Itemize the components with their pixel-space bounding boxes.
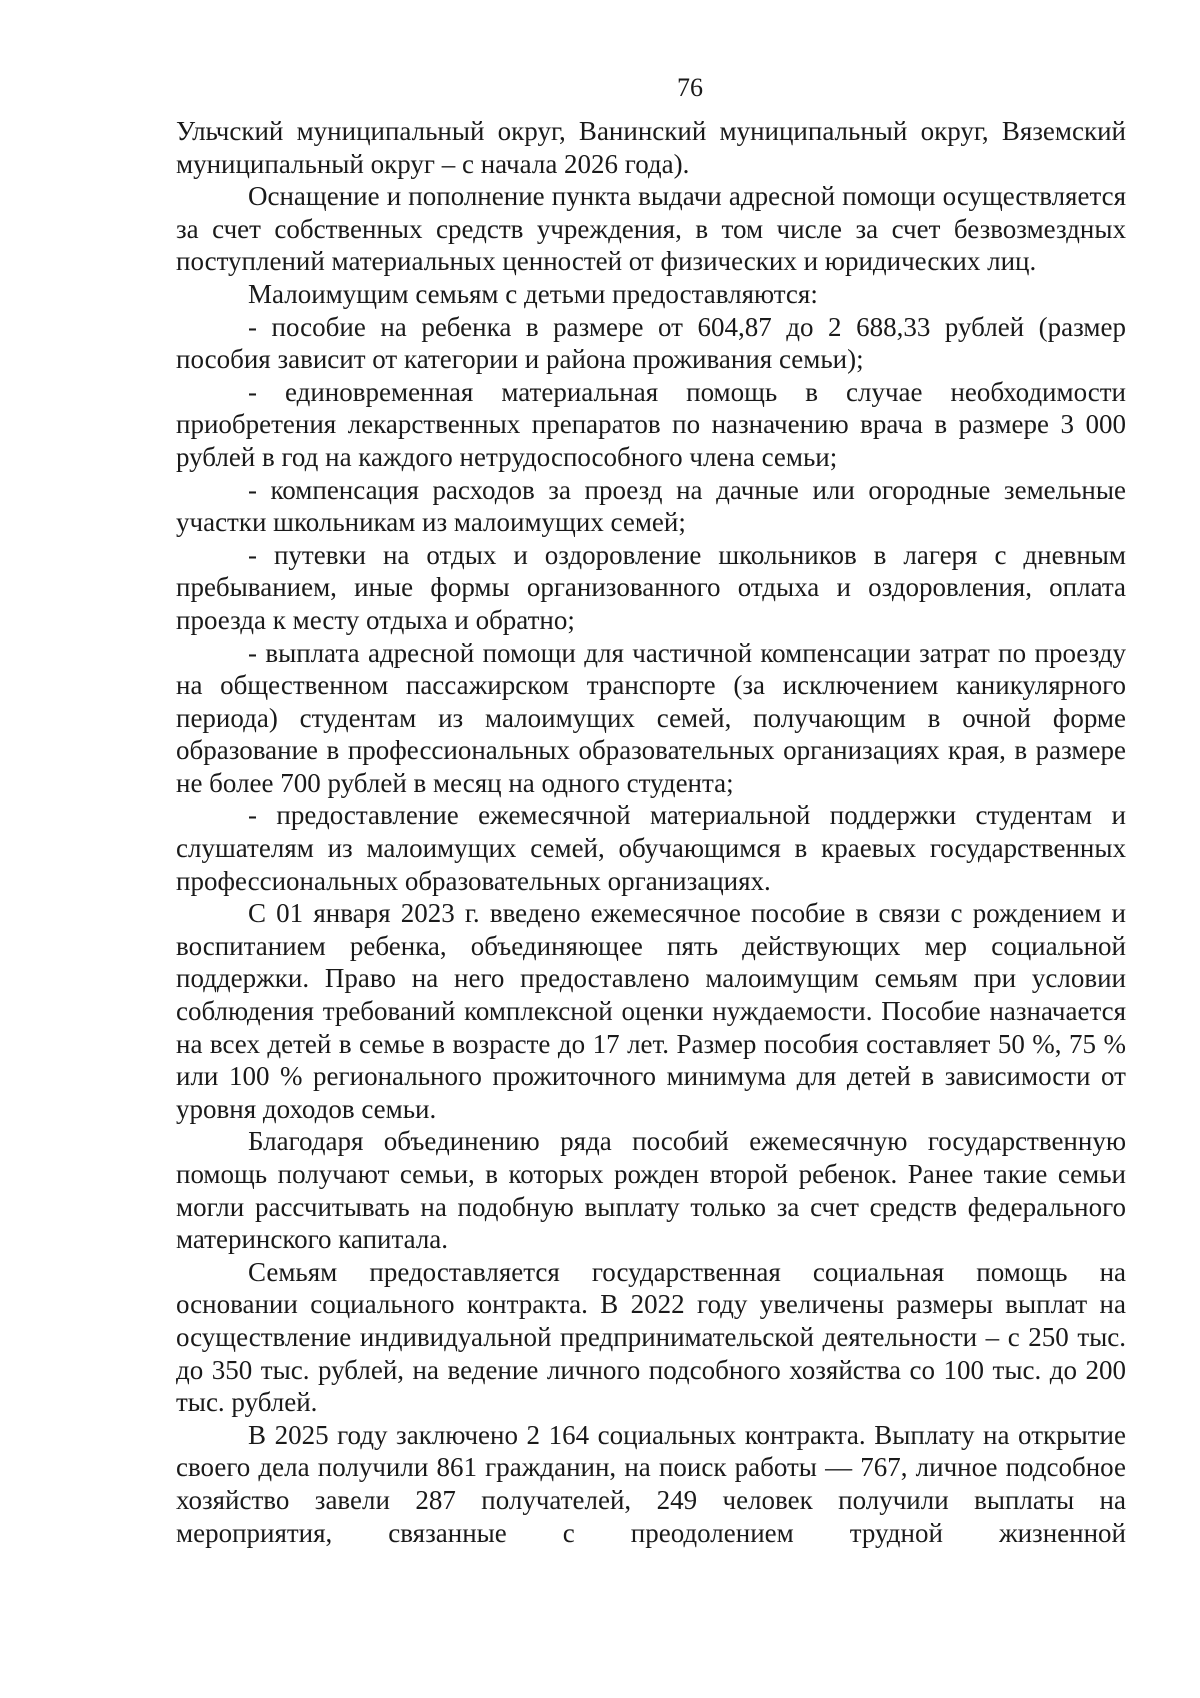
paragraph: Малоимущим семьям с детьми предоставляются: [248, 278, 818, 309]
paragraph: Семьям предоставляется государственная социальная помощь на основании социального контракта. В 2022 году увеличены размеры выплат на осуществление индивидуальной предпринимательской деятельности – с 250 тыс. до 350 тыс. рублей, на ведение личного подсобного хозяйства со 100 тыс. до 200 тыс. рублей. [176, 1256, 1126, 1418]
paragraph: Благодаря объединению ряда пособий ежемесячную государственную помощь получают семьи, в которых рожден второй ребенок. Ранее такие семьи могли рассчитывать на подобную выплату только за счет средств федерального материнского капитала. [176, 1126, 1126, 1255]
list-item: - выплата адресной помощи для частичной компенсации затрат по проезду на общественном пассажирском транспорте (за исключением каникулярного периода) студентам из малоимущих семей, получающим в очной форме образование в профессиональных образовательных организациях края, в размере не более 700 рублей в месяц на одного студента; [176, 637, 1126, 798]
paragraph: Оснащение и пополнение пункта выдачи адресной помощи осуществляется за счет собственных средств учреждения, в том числе за счет безвозмездных поступлений материальных ценностей от физических и юридических лиц. [176, 181, 1126, 277]
body-text [176, 115, 1126, 1549]
list-item: - пособие на ребенка в размере от 604,87 до 2 688,33 рублей (размер пособия зависит от категории и района проживания семьи); [176, 311, 1126, 375]
list-item: - единовременная материальная помощь в случае необходимости приобретения лекарственных препаратов по назначению врача в размере 3 000 рублей в год на каждого нетрудоспособного члена семьи; [176, 376, 1126, 472]
page-number: 76 [677, 73, 703, 102]
paragraph: С 01 января 2023 г. введено ежемесячное пособие в связи с рождением и воспитанием ребенка, объединяющее пять действующих мер социальной поддержки. Право на него предоставлено малоимущим семьям при условии соблюдения требований комплексной оценки нуждаемости. Пособие назначается на всех детей в семье в возрасте до 17 лет. Размер пособия составляет 50 %, 75 % или 100 % регионального прожиточного минимума для детей в зависимости от уровня доходов семьи. [176, 898, 1126, 1124]
list-item: - компенсация расходов за проезд на дачные или огородные земельные участки школьникам из малоимущих семей; [176, 474, 1126, 538]
list-item: - предоставление ежемесячной материальной поддержки студентам и слушателям из малоимущих семей, обучающимся в краевых государственных профессиональных образовательных организациях. [176, 800, 1126, 896]
paragraph: В 2025 году заключено 2 164 социальных контракта. Выплату на открытие своего дела получили 861 гражданин, на поиск работы — 767, личное подсобное хозяйство завели 287 получателей, 249 человек получили выплаты на мероприятия, связанные с преодолением трудной жизненной [176, 1419, 1126, 1548]
list-item: - путевки на отдых и оздоровление школьников в лагеря с дневным пребыванием, иные формы организованного отдыха и оздоровления, оплата проезда к месту отдыха и обратно; [176, 539, 1126, 635]
paragraph: Ульчский муниципальный округ, Ванинский муниципальный округ, Вяземский муниципальный округ – с начала 2026 года). [176, 116, 1126, 179]
